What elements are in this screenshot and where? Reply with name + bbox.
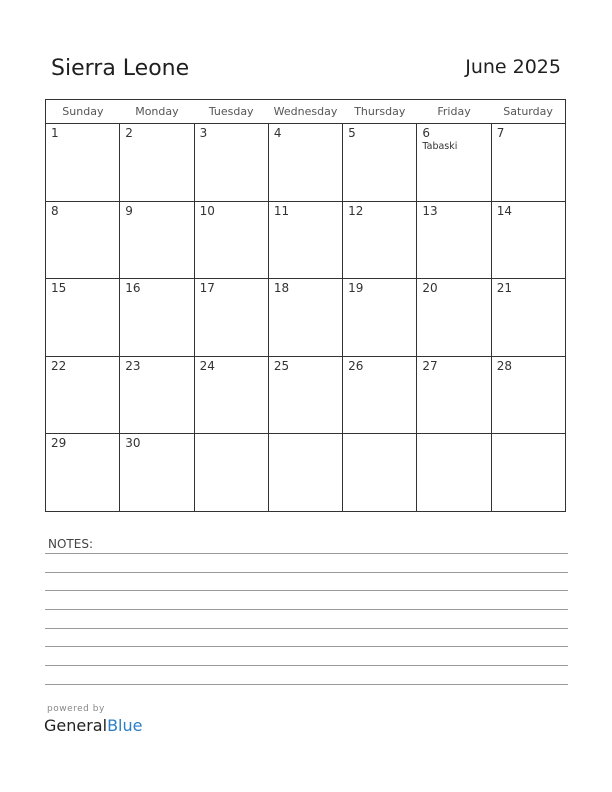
day-cell [491,279,565,357]
brand-name-part2: Blue [107,716,143,735]
note-line [45,684,568,685]
weekday-header: Saturday [491,100,565,124]
day-cell [491,124,565,202]
note-line [45,628,568,629]
day-cell [194,201,268,279]
note-line [45,665,568,666]
day-number: 4 [273,126,282,140]
day-number: 21 [496,281,512,296]
day-cell [46,356,120,434]
day-number: 13 [422,203,438,218]
day-number: 25 [273,358,290,373]
day-cell [491,434,565,512]
day-number: 7 [496,126,505,140]
notes-label: NOTES: [48,537,93,551]
day-number: 19 [348,281,364,296]
day-cell [343,124,417,202]
day-cell [417,356,491,434]
day-cell [194,434,268,512]
day-number: 20 [422,281,438,296]
day-cell [417,201,491,279]
day-cell [491,201,565,279]
note-line [45,590,568,591]
day-number: 24 [199,358,215,373]
day-number: 30 [125,436,141,451]
weekday-header: Tuesday [194,100,268,124]
weekday-header: Sunday [46,100,120,124]
week-row [46,434,566,512]
weekday-header: Thursday [343,100,417,124]
day-number: 9 [125,203,133,218]
day-number: 16 [125,281,141,296]
weekday-header: Wednesday [268,100,342,124]
day-cell [46,279,120,357]
day-number: 15 [51,281,67,296]
holiday-label: Tabaski [422,141,458,152]
day-number: 14 [496,203,512,218]
day-number: 8 [51,203,59,218]
powered-by-label: powered by [47,704,105,714]
weekday-header-row [46,100,566,124]
day-cell [268,434,342,512]
day-cell [120,124,194,202]
day-number: 22 [51,358,67,373]
day-number: 2 [125,126,133,140]
day-number: 29 [51,436,67,451]
day-cell [120,279,194,357]
day-number: 23 [125,358,141,373]
brand-logo [44,716,142,735]
day-number: 12 [348,203,364,218]
day-cell [343,201,417,279]
week-row [46,201,566,279]
day-number: 11 [273,203,290,218]
note-line [45,572,568,573]
day-cell [343,356,417,434]
day-cell [120,434,194,512]
day-cell [491,356,565,434]
day-number: 10 [199,203,215,218]
brand-name-part1: General [44,716,108,735]
weekday-header: Monday [120,100,194,124]
day-cell [268,124,342,202]
country-title: Sierra Leone [51,56,190,81]
day-number: 27 [422,358,438,373]
day-cell [46,434,120,512]
week-row [46,356,566,434]
day-cell [417,124,491,202]
day-cell [194,356,268,434]
note-line [45,646,568,647]
day-cell [417,279,491,357]
day-cell [343,279,417,357]
day-number: 5 [348,126,356,140]
calendar-grid [45,99,566,512]
day-number: 6 [422,126,431,140]
day-cell [120,201,194,279]
day-cell [46,124,120,202]
day-cell [417,434,491,512]
day-number: 18 [273,281,290,296]
day-number: 26 [348,358,364,373]
note-line [45,609,568,610]
day-cell [268,356,342,434]
day-number: 28 [496,358,512,373]
note-line [45,553,568,554]
day-number: 3 [199,126,208,140]
day-cell [194,124,268,202]
day-cell [194,279,268,357]
day-number: 17 [199,281,215,296]
day-cell [268,201,342,279]
day-cell [46,201,120,279]
weekday-header: Friday [417,100,491,124]
month-year-title: June 2025 [465,56,561,78]
day-cell [120,356,194,434]
week-row [46,124,566,202]
week-row [46,279,566,357]
day-number: 1 [51,126,59,140]
day-cell [343,434,417,512]
day-cell [268,279,342,357]
